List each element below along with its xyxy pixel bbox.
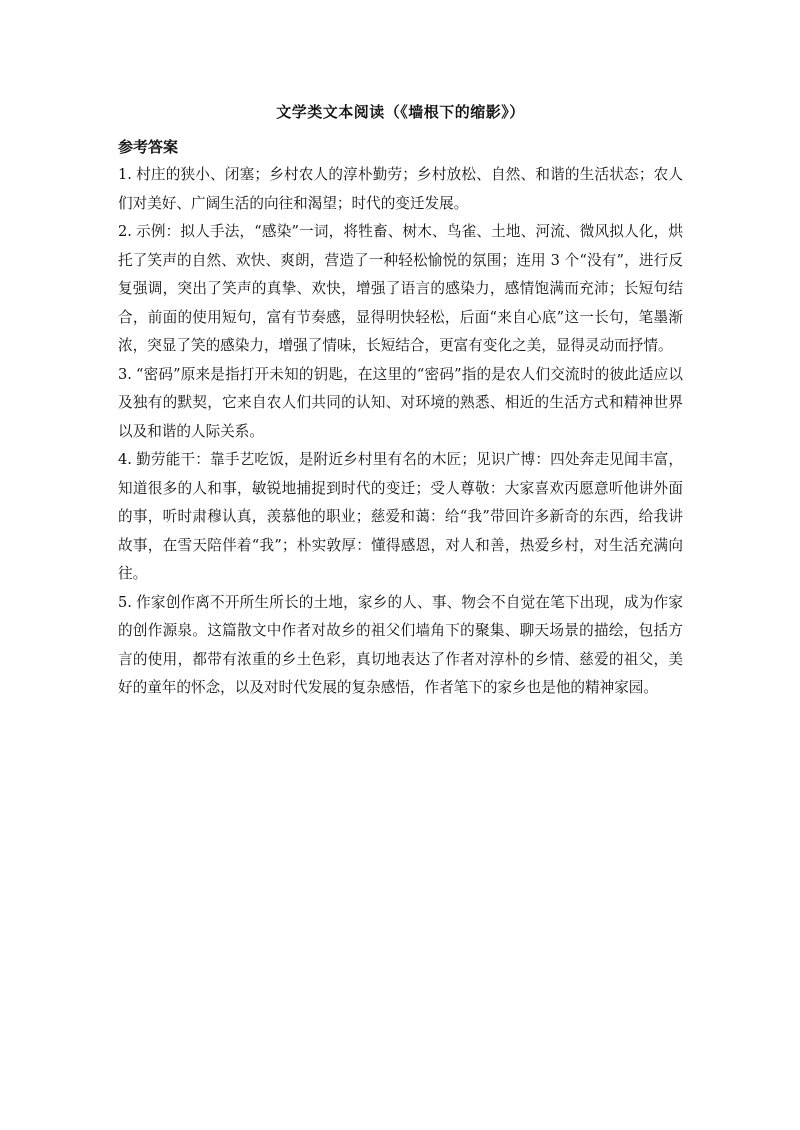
answer-number: 1. [118,166,132,183]
answer-text: “密码”原来是指打开未知的钥匙，在这里的“密码”指的是农人们交流时的彼此适应以及独有的默契，它来自农人们共同的认知、对环境的熟悉、相近的生活方式和精神世界以及和谐的人际关系。 [118,365,683,440]
answer-item-2 [118,218,683,361]
answer-document [118,101,683,703]
answer-item-4 [118,446,683,589]
answer-text: 示例：拟人手法，“感染”一词，将牲畜、树木、鸟雀、土地、河流、微风拟人化，烘托了笑声的自然、欢快、爽朗，营造了一种轻松愉悦的氛围；连用 3 个“没有”，进行反复强调，突出了笑声的真挚、欢快，增强了语言的感染力，感情饱满而充沛；长短句结合，前面的使用短句，富有节奏感，显得明快轻松，后面“来自心底”这一长句，笔墨渐浓，突显了笑的感染力，增强了情味，长短结合，更富有变化之美，显得灵动而抒情。 [118,223,683,354]
answer-text: 勤劳能干：靠手艺吃饭，是附近乡村里有名的木匠；见识广博：四处奔走见闻丰富，知道很多的人和事，敏锐地捕捉到时代的变迁；受人尊敬：大家喜欢丙愿意听他讲外面的事，听时肃穆认真，羡慕他的职业；慈爱和蔼：给“我”带回许多新奇的东西，给我讲故事，在雪天陪伴着“我”；朴实敦厚：懂得感恩，对人和善，热爱乡村，对生活充满向往。 [118,451,683,582]
answer-number: 2. [118,223,132,240]
answer-number: 4. [118,451,132,468]
answer-text: 村庄的狭小、闭塞；乡村农人的淳朴勤劳；乡村放松、自然、和谐的生活状态；农人们对美好、广阔生活的向往和渴望；时代的变迁发展。 [118,166,683,212]
answer-item-1 [118,161,683,218]
document-title: 文学类文本阅读（《墙根下的缩影》） [276,103,525,121]
answer-number: 3. [118,365,132,383]
answer-text: 作家创作离不开所生所长的土地，家乡的人、事、物会不自觉在笔下出现，成为作家的创作源泉。这篇散文中作者对故乡的祖父们墙角下的聚集、聊天场景的描绘，包括方言的使用，都带有浓重的乡土色彩，真切地表达了作者对淳朴的乡情、慈爱的祖父，美好的童年的怀念，以及对时代发展的复杂感悟，作者笔下的家乡也是他的精神家园。 [118,593,683,696]
answer-item-5 [118,589,683,703]
answer-number: 5. [118,593,132,611]
answer-item-3 [118,361,683,447]
answers-heading: 参考答案 [118,138,179,156]
